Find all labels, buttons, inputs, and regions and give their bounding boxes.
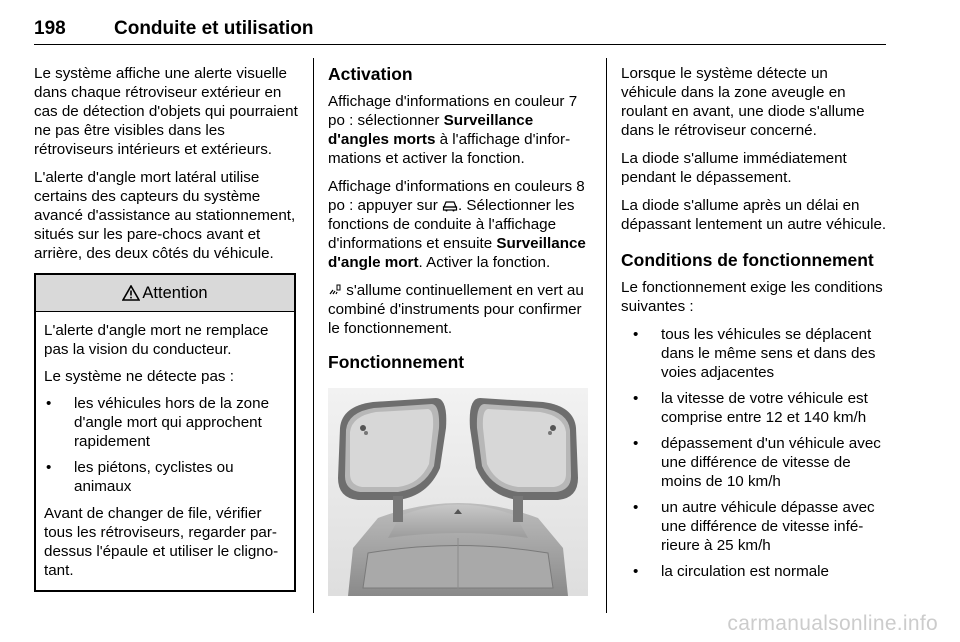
attention-header — [36, 275, 294, 312]
paragraph — [328, 281, 594, 338]
mirror-illustration — [328, 388, 588, 596]
list-item: • la vitesse de votre véhicule est comprise entre 12 et 140 km/h — [621, 389, 887, 427]
car-settings-icon — [442, 199, 458, 212]
page-number: 198 — [34, 18, 66, 39]
text: s'allume continuellement en vert au combiné d'instruments pour confirmer le fonctionnement. — [328, 282, 584, 337]
column-divider-1 — [313, 58, 314, 613]
paragraph: Lorsque le système détecte un véhicule dans la zone aveugle en roulant en avant, une diode s'allume dans le rétroviseur concerné. — [621, 65, 865, 139]
attention-box — [34, 273, 296, 592]
list-item: • un autre véhicule dépasse avec une différence de vitesse inférieure à 25 km/h — [621, 498, 887, 555]
column-3 — [621, 64, 887, 589]
attention-body — [36, 312, 294, 590]
heading-fonctionnement: Fonctionnement — [328, 352, 465, 372]
heading-activation: Activation — [328, 64, 413, 84]
text: Affichage d'informations en couleurs 8 po : appuyer sur — [328, 178, 585, 214]
paragraph: Avant de changer de file, vérifier tous les rétroviseurs, regarder par-dessus l'épaule et utiliser le clignotant. — [44, 505, 279, 579]
attention-list — [44, 394, 286, 496]
menu-term: Surveillance d'angle mort — [328, 235, 586, 271]
paragraph: La diode s'allume immédiatement pendant le dépassement. — [621, 150, 847, 186]
text: à l'affichage d'informations et activer la fonction. — [328, 131, 571, 167]
paragraph: Le système affiche une alerte visuelle dans chaque rétroviseur extérieur en cas de détection d'objets qui pourraient ne pas être visibles dans les rétroviseurs intérieurs et extérieurs. — [34, 65, 298, 158]
section-title: Conduite et utilisation — [114, 18, 314, 39]
blind-spot-indicator-icon — [328, 284, 342, 296]
column-divider-2 — [606, 58, 607, 613]
paragraph: L'alerte d'angle mort latéral utilise certains des capteurs du système avancé d'assistance au stationnement, situés sur les pare-chocs avant et arrière, des deux côtés du véhicule. — [34, 169, 296, 262]
list-item: • la circulation est normale — [621, 562, 887, 581]
attention-title: Attention — [142, 283, 208, 302]
text: . Sélectionner les fonctions de conduite à l'affichage d'informations et ensuite — [328, 197, 575, 252]
column-2 — [328, 64, 594, 601]
warning-triangle-icon — [122, 285, 140, 301]
paragraph — [328, 92, 594, 168]
text: . Activer la fonction. — [418, 254, 551, 271]
list-item: • dépassement d'un véhicule avec une différence de vitesse de moins de 10 km/h — [621, 434, 887, 491]
paragraph — [328, 177, 594, 272]
conditions-list — [621, 325, 887, 581]
list-item: • les piétons, cyclistes ou animaux — [44, 458, 286, 496]
paragraph: Le système ne détecte pas : — [44, 368, 234, 385]
paragraph: Le fonctionnement exige les conditions suivantes : — [621, 279, 883, 315]
page-header — [34, 10, 886, 45]
paragraph: La diode s'allume après un délai en dépassant lentement un autre véhicule. — [621, 197, 887, 233]
paragraph: L'alerte d'angle mort ne remplace pas la vision du conducteur. — [44, 322, 269, 358]
column-1 — [34, 64, 298, 592]
menu-term: Surveillance d'angles morts — [328, 112, 534, 148]
watermark: carmanualsonline.info — [727, 612, 938, 635]
text: Affichage d'informations en couleur 7 po : sélectionner — [328, 93, 578, 129]
heading-conditions: Conditions de fonctionnement — [621, 250, 874, 270]
list-item: • tous les véhicules se déplacent dans le même sens et dans des voies adjacentes — [621, 325, 887, 382]
list-item: • les véhicules hors de la zone d'angle mort qui approchent rapidement — [44, 394, 286, 451]
